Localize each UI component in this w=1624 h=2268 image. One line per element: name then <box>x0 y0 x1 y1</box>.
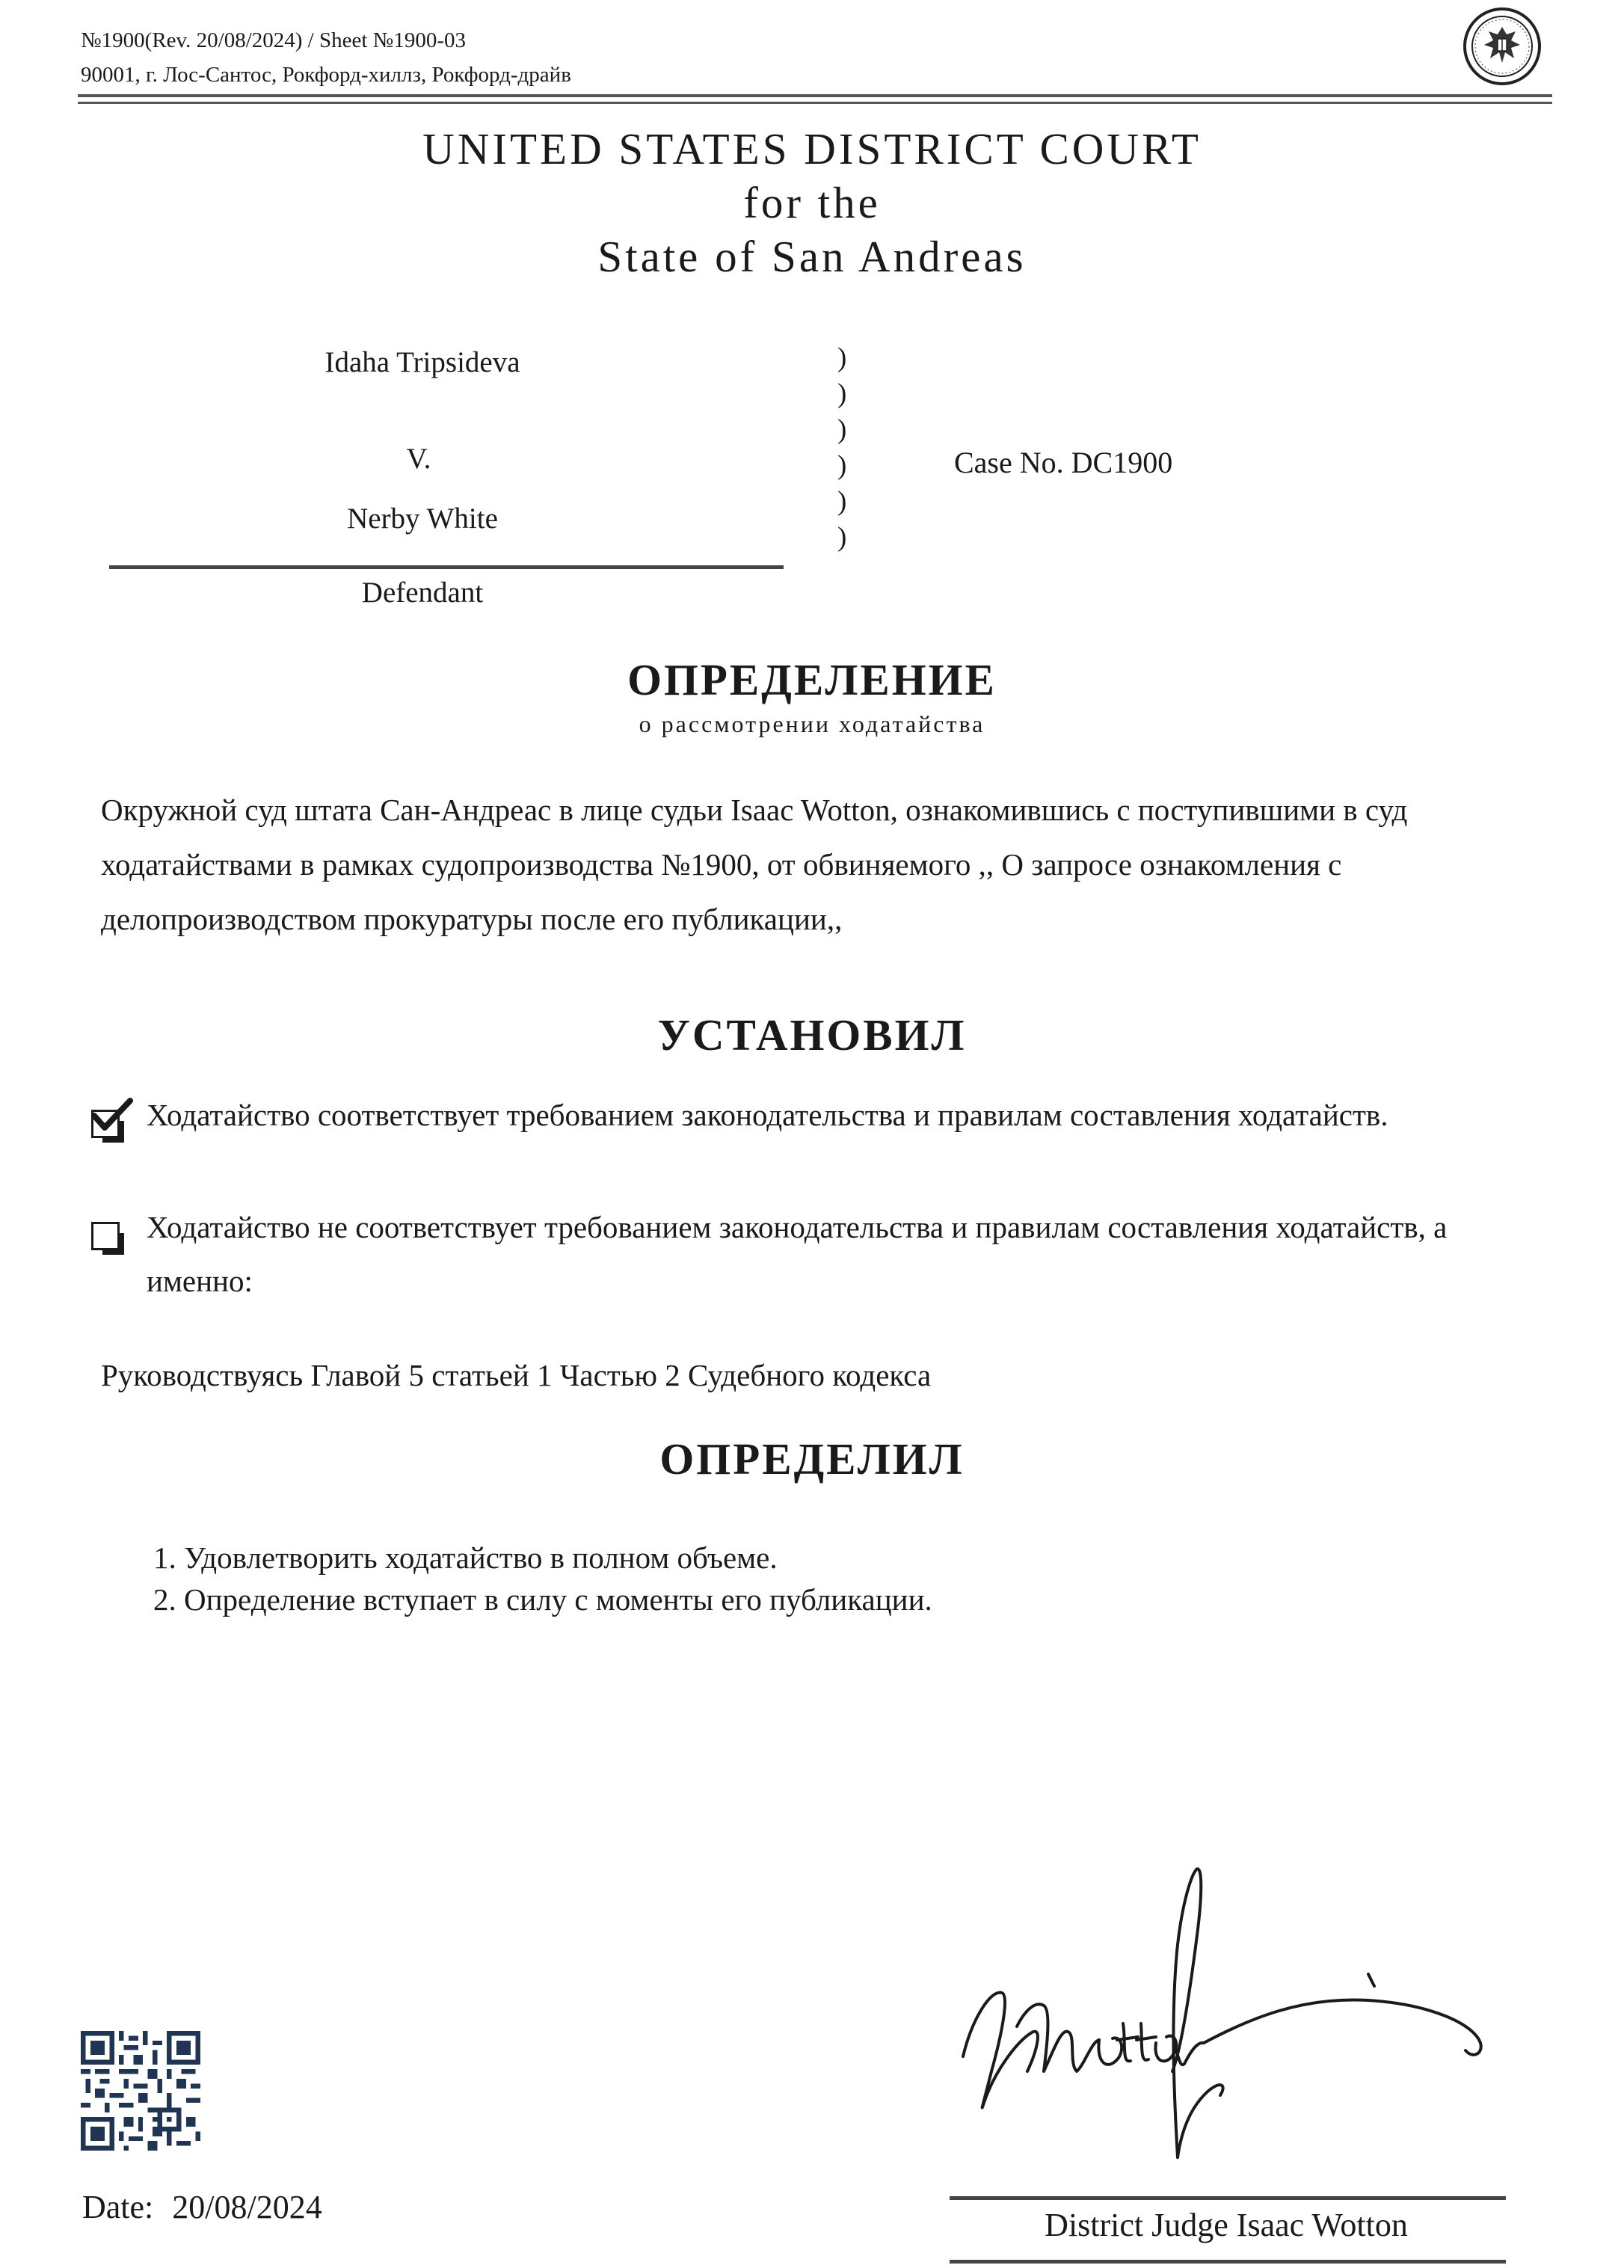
paren: ) <box>837 378 847 409</box>
guided-by-text: Руководствуясь Главой 5 статьей 1 Частью 2 Судебного кодекса <box>101 1358 932 1392</box>
option-not-complies-text: Ходатайство не соответствует требованием законодательства и правилам составления ходатайств, а именно: <box>147 1210 1448 1298</box>
judge-signature <box>950 1847 1518 2169</box>
versus-label: V. <box>406 443 431 475</box>
signatory-name: District Judge Isaac Wotton <box>1045 2207 1408 2243</box>
header-rule-bottom <box>78 102 1552 104</box>
checkmark-icon <box>88 1098 135 1137</box>
case-number: Case No. DC1900 <box>954 446 1173 479</box>
paren: ) <box>837 522 847 553</box>
document-subtitle: о рассмотрении ходатайства <box>639 710 985 737</box>
court-seal-icon <box>1462 6 1543 87</box>
header-rule-top <box>78 94 1552 97</box>
paren: ) <box>837 486 847 517</box>
court-name-line3: State of San Andreas <box>597 232 1027 281</box>
court-name-line2: for the <box>743 178 881 227</box>
document-reference: №1900(Rev. 20/08/2024) / Sheet №1900-03 <box>81 28 466 52</box>
document-title: ОПРЕДЕЛЕНИЕ <box>627 655 997 704</box>
caption-parentheses <box>837 340 846 556</box>
ruling-list <box>153 1537 932 1620</box>
plaintiff-name: Idaha Tripsideva <box>325 346 520 378</box>
court-address: 90001, г. Лос-Сантос, Рокфорд-хиллз, Рокфорд-драйв <box>81 63 571 87</box>
defendant-name: Nerby White <box>347 503 498 535</box>
date-line <box>82 2188 322 2226</box>
date-value: 20/08/2024 <box>172 2189 322 2225</box>
paren: ) <box>837 450 847 481</box>
paren: ) <box>837 342 847 373</box>
ruling-item: 1. Удовлетворить ходатайство в полном объеме. <box>153 1540 778 1575</box>
paren: ) <box>837 414 847 445</box>
qr-code-icon[interactable] <box>81 2031 200 2151</box>
option-complies-text: Ходатайство соответствует требованием законодательства и правилам составления ходатайств. <box>147 1098 1388 1132</box>
signatory-underline <box>950 2260 1506 2264</box>
signature-rule <box>950 2196 1506 2200</box>
date-label: Date: <box>82 2189 154 2225</box>
established-heading: УСТАНОВИЛ <box>657 1010 967 1060</box>
ruling-item: 2. Определение вступает в силу с моменты его публикации. <box>153 1582 932 1617</box>
ruling-heading: ОПРЕДЕЛИЛ <box>659 1434 965 1484</box>
checkbox-not-complies[interactable] <box>91 1222 120 1250</box>
court-name-line1: UNITED STATES DISTRICT COURT <box>422 124 1202 173</box>
caption-rule <box>109 565 784 569</box>
defendant-label: Defendant <box>361 577 484 609</box>
intro-paragraph: Окружной суд штата Сан-Андреас в лице судьи Isaac Wotton, ознакомившись с поступившими в суд ходатайствами в рамках судопроизводства №1900, от обвиняемого ,, О запросе ознакомления с делопроизводством прокуратуры после его публикации,, <box>101 793 1408 936</box>
